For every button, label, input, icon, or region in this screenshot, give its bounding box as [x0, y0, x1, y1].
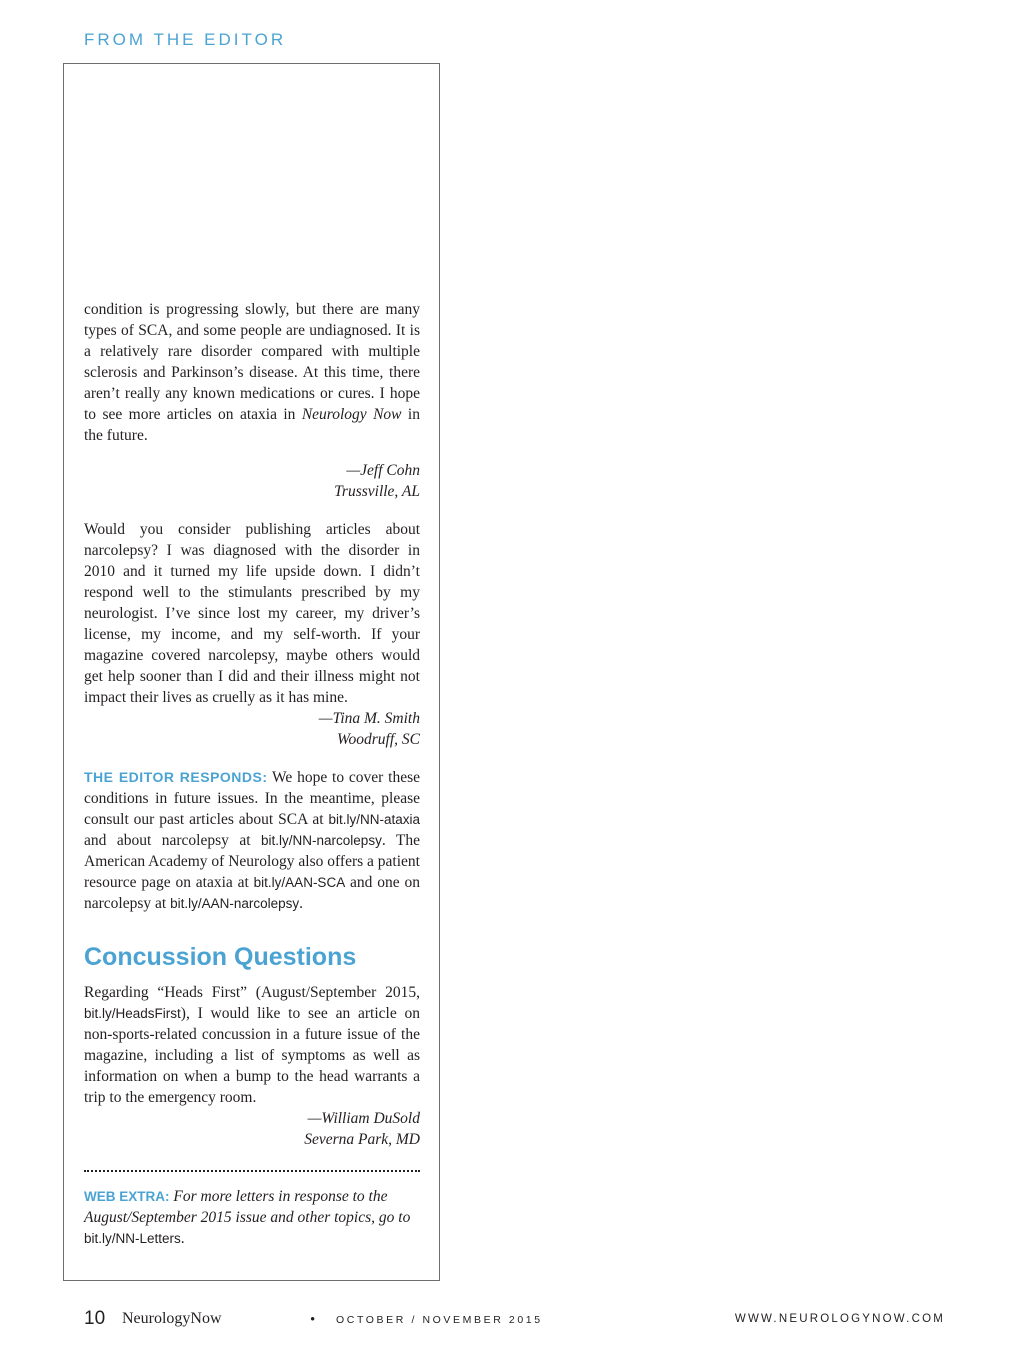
page-footer — [84, 1308, 945, 1332]
letter-narcolepsy-author: —Tina M. Smith — [318, 710, 420, 727]
letter-narcolepsy-body: Would you consider publishing articles about narcolepsy? I was diagnosed with the disorder in 2010 and it turned my life upside down. I didn’t respond well to the stimulants prescribed by my neurologist. I’ve since lost my career, my driver’s license, my income, and my self-worth. If your magazine covered narcolepsy, maybe others would get help sooner than I did and their illness might not impact their lives as cruelly as it has mine. — [84, 521, 420, 706]
link-nn-letters[interactable]: bit.ly/NN-Letters — [84, 1231, 181, 1246]
publication-name: Neurology Now — [301, 406, 402, 423]
link-heads-first[interactable]: bit.ly/HeadsFirst — [84, 1006, 181, 1021]
web-extra-label: WEB EXTRA: — [84, 1189, 170, 1204]
website-url[interactable]: WWW.NEUROLOGYNOW.COM — [734, 1313, 945, 1325]
letter-concussion-body: Regarding “Heads First” (August/September 2015, bit.ly/HeadsFirst), I would like to see an article on non-sports-related concussion in a future issue of the magazine, including a list of symptoms as well as information on when a bump to the head warrants a trip to the emergency room. — [84, 984, 420, 1106]
link-nn-ataxia[interactable]: bit.ly/NN-ataxia — [328, 812, 420, 827]
letter-narcolepsy-location: Woodruff, SC — [337, 731, 420, 748]
letter-ataxia-body: condition is progressing slowly, but there are many types of SCA, and some people are undiagnosed. It is a relatively rare disorder compared with multiple sclerosis and Parkinson’s disease. At this time, there aren’t really any known medications or cures. I hope to see more articles on ataxia in Neurology Now in the future. — [84, 301, 420, 444]
issue-date: OCTOBER / NOVEMBER 2015 — [336, 1314, 543, 1326]
dotted-divider — [84, 1170, 420, 1172]
magazine-name: NeurologyNow — [122, 1310, 222, 1327]
editor-response-label: THE EDITOR RESPONDS: — [84, 769, 268, 785]
concussion-heading: Concussion Questions — [84, 943, 357, 971]
bullet-separator: • — [310, 1312, 316, 1328]
letter-ataxia-author: —Jeff Cohn — [346, 462, 420, 479]
link-nn-narcolepsy[interactable]: bit.ly/NN-narcolepsy — [261, 833, 382, 848]
page-number: 10 — [84, 1308, 106, 1329]
editor-response: THE EDITOR RESPONDS: We hope to cover these conditions in future issues. In the meantime, please consult our past articles about SCA at bit.ly/NN-ataxia and about narcolepsy at bit.ly/NN-narcolepsy. The American Academy of Neurology also offers a patient resource page on ataxia at bit.ly/AAN-SCA and one on narcolepsy at bit.ly/AAN-narcolepsy. — [84, 769, 420, 912]
link-aan-sca[interactable]: bit.ly/AAN-SCA — [253, 875, 346, 890]
link-aan-narcolepsy[interactable]: bit.ly/AAN-narcolepsy — [170, 896, 300, 911]
letter-ataxia-location: Trussville, AL — [334, 483, 420, 500]
letter-concussion-location: Severna Park, MD — [304, 1131, 420, 1148]
section-label: FROM THE EDITOR — [84, 30, 287, 49]
web-extra: WEB EXTRA: For more letters in response to the August/September 2015 issue and other topics, go to bit.ly/NN-Letters. — [84, 1188, 411, 1247]
letter-concussion-author: —William DuSold — [307, 1110, 420, 1127]
letters-column — [84, 299, 420, 1249]
